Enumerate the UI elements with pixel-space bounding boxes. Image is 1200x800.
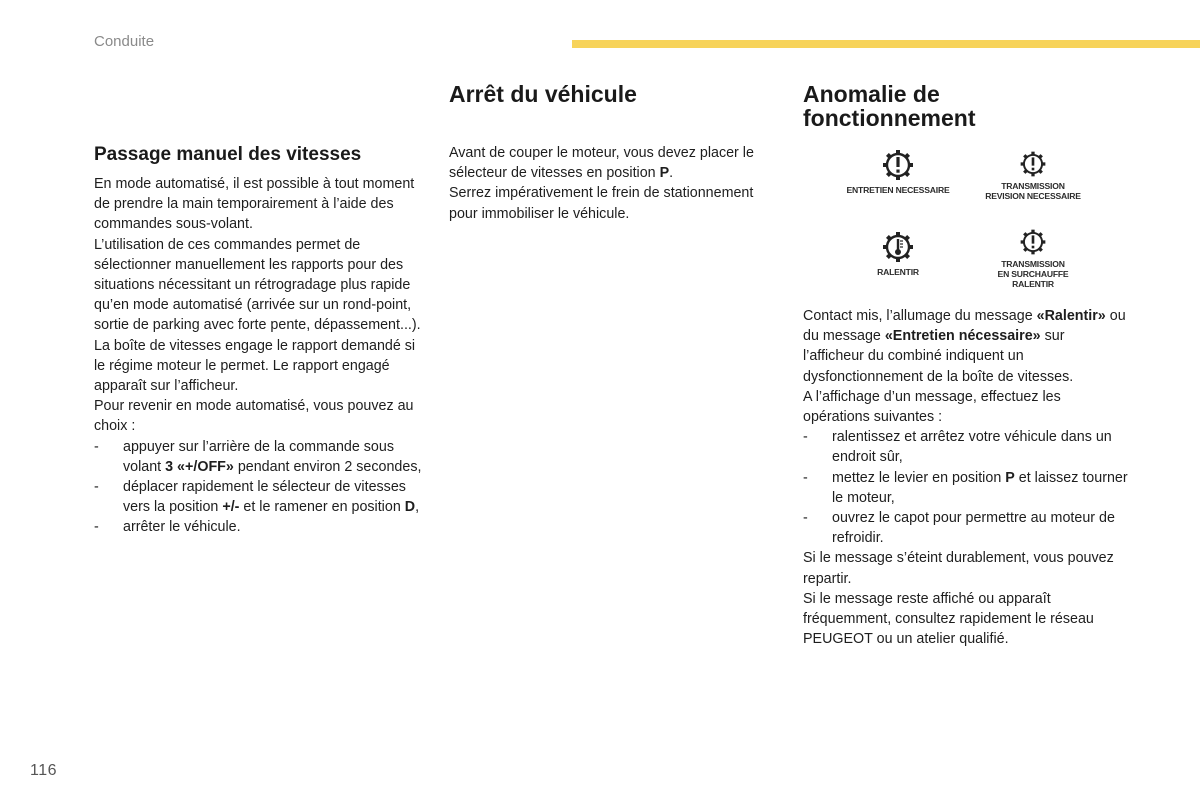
vehicle-stop-section (449, 82, 769, 224)
section-title: Conduite (94, 33, 155, 50)
paragraph: Pour revenir en mode automatisé, vous pouvez au choix : (94, 398, 414, 435)
paragraph: Si le message reste affiché ou apparaît fréquemment, consultez rapidement le réseau PEUGEOT ou un atelier qualifié. (803, 590, 1094, 648)
paragraph: Avant de couper le moteur, vous devez placer le sélecteur de vitesses en position P. (449, 145, 754, 182)
header-accent-bar (572, 40, 1200, 48)
manual-shifting-title: Passage manuel des vitesses (94, 144, 362, 165)
entretien-necessaire-warning: ENTRETIEN NECESSAIRE (833, 148, 963, 195)
procedure-list (803, 427, 1128, 548)
gear-warning-icon (1019, 228, 1047, 256)
paragraph: A l’affichage d’un message, effectuez les opérations suivantes : (803, 388, 1061, 426)
list-item: - mettez le levier en position P et laissez tourner le moteur, (803, 468, 1128, 508)
return-auto-list (94, 437, 424, 538)
gear-temperature-icon (881, 230, 915, 264)
list-item: - ouvrez le capot pour permettre au moteur de refroidir. (803, 508, 1128, 548)
transmission-overheat-warning: TRANSMISSION EN SURCHAUFFE RALENTIR (968, 228, 1098, 289)
paragraph: Serrez impérativement le frein de stationnement pour immobiliser le véhicule. (449, 185, 754, 222)
list-item: - ralentissez et arrêtez votre véhicule dans un endroit sûr, (803, 427, 1128, 467)
warning-icons-panel (803, 148, 1128, 298)
list-item: - appuyer sur l’arrière de la commande sous volant 3 «+/OFF» pendant environ 2 secondes, (94, 437, 424, 477)
paragraph: Contact mis, l’allumage du message «Ralentir» ou du message «Entretien nécessaire» sur l’afficheur du combiné indiquent un dysfonctionnement de la boîte de vitesses. (803, 308, 1126, 385)
malfunction-section (803, 82, 1128, 649)
paragraph: L’utilisation de ces commandes permet de sélectionner manuellement les rapports pour des situations nécessitant un rétrogradage plus rapide qu’en mode automatisé (arrivée sur un rond-point, sortie de parking avec forte pente, dépassement...). (94, 236, 421, 334)
gear-warning-icon (881, 148, 915, 182)
malfunction-title: Anomalie de fonctionnement (803, 81, 976, 131)
transmission-revision-warning: TRANSMISSION REVISION NECESSAIRE (968, 150, 1098, 201)
page-number: 116 (30, 762, 58, 779)
list-item: - déplacer rapidement le sélecteur de vitesses vers la position +/- et le ramener en position D, (94, 477, 424, 517)
ralentir-warning: RALENTIR (833, 230, 963, 277)
paragraph: Si le message s’éteint durablement, vous pouvez repartir. (803, 550, 1114, 587)
list-item: - arrêter le véhicule. (94, 517, 424, 537)
paragraph: La boîte de vitesses engage le rapport demandé si le régime moteur le permet. Le rapport engagé apparaît sur l’afficheur. (94, 337, 416, 395)
vehicle-stop-body (449, 143, 769, 224)
paragraph: En mode automatisé, il est possible à tout moment de prendre la main temporairement à l’aide des commandes sous-volant. (94, 176, 415, 233)
manual-shifting-section (94, 144, 424, 538)
malfunction-body (803, 306, 1128, 649)
vehicle-stop-title: Arrêt du véhicule (449, 81, 637, 107)
manual-shifting-body (94, 174, 424, 538)
gear-warning-icon (1019, 150, 1047, 178)
